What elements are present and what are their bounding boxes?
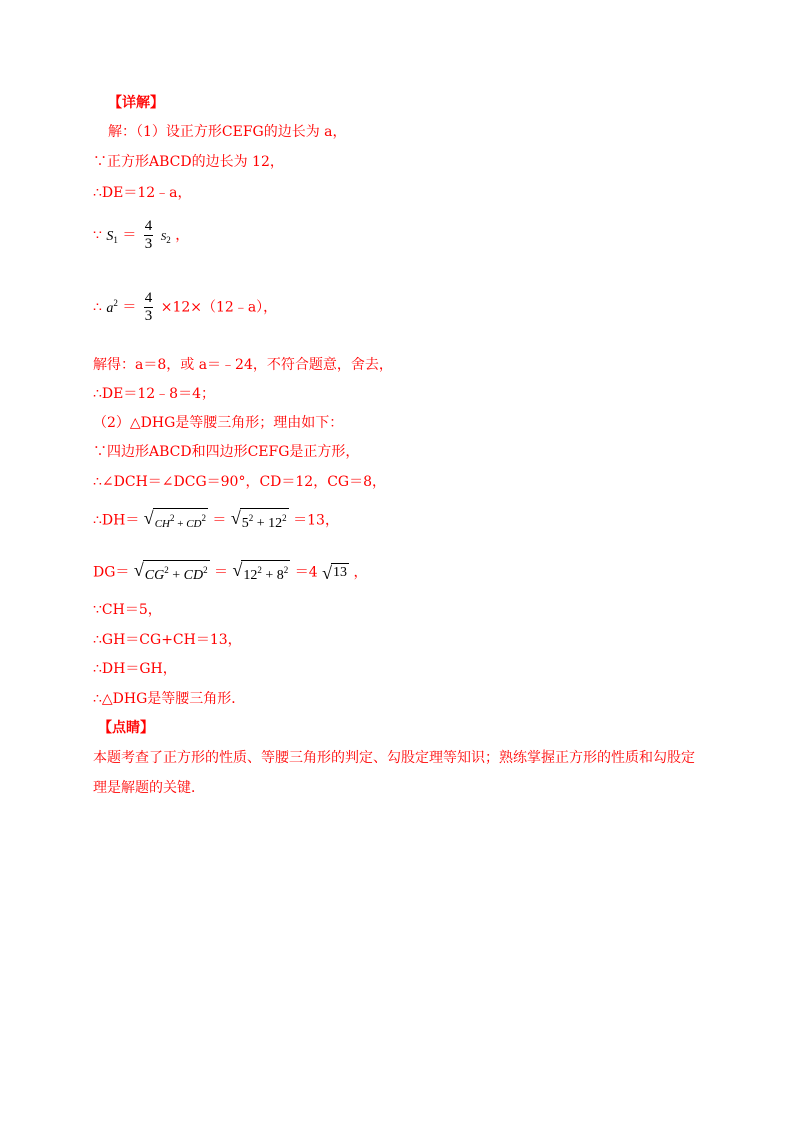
area-equation-line [93, 290, 277, 325]
dh-label: ∴DH＝ [93, 512, 140, 529]
solution-result: 解得：a＝8，或 a＝﹣24，不符合题意，舍去， [93, 357, 393, 373]
comment-line-1: 本题考查了正方形的性质、等腰三角形的判定、勾股定理等知识；熟练掌握正方形的性质和勾股定 [93, 750, 695, 766]
area-relation-line [93, 218, 189, 253]
comma: ， [175, 227, 190, 244]
conclusion: ∴△DHG是等腰三角形． [93, 691, 246, 707]
sqrt-five-twelve: √ $5^2 + 12^2$ [230, 508, 287, 531]
sqrt-cg-cd: √ $CG^2 + CD^2$ [133, 560, 208, 583]
ch-value: ∵CH＝5， [93, 602, 162, 618]
gh-value: ∴GH＝CG+CH＝13， [93, 632, 242, 648]
sqrt-ch-cd: √ $CH^2 + CD^2$ [144, 508, 208, 533]
comment-line-2: 理是解题的关键． [93, 780, 205, 796]
sqrt-twelve-eight: √ $12^2 + 8^2$ [232, 560, 289, 583]
solution-step-1: 解：（1）设正方形CEFG的边长为 a， [108, 124, 347, 140]
equation-rest: ×12×（12﹣a）， [160, 299, 278, 316]
equals-sign: ＝ [122, 227, 137, 244]
dh-equals-gh: ∴DH＝GH， [93, 661, 177, 677]
angles-and-lengths: ∴∠DCH＝∠DCG＝90°，CD＝12，CG＝8， [93, 474, 387, 490]
fraction-four-thirds: $\frac{4}{3}$ [144, 290, 153, 324]
equals-sign: ＝ [214, 564, 229, 581]
dh-calculation [93, 508, 339, 533]
part-two-heading: （2）△DHG是等腰三角形；理由如下： [93, 415, 344, 431]
solution-step-2: ∵正方形ABCD的边长为 12， [93, 154, 284, 170]
squares-premise: ∵四边形ABCD和四边形CEFG是正方形， [93, 444, 360, 460]
s2-term: $S_2$ [160, 230, 171, 245]
comma: ， [353, 564, 368, 581]
a-squared-term: $a^2$ [106, 297, 118, 316]
dg-label: DG＝ [93, 564, 130, 581]
dg-coefficient: ＝4 [294, 564, 318, 581]
equals-sign: ＝ [122, 299, 137, 316]
equals-sign: ＝ [212, 512, 227, 529]
solution-step-3: ∴DE＝12﹣a， [93, 185, 192, 201]
de-value: ∴DE＝12﹣8＝4； [93, 386, 215, 402]
s1-term: $S_1$ [106, 228, 118, 245]
dh-result: ＝13， [293, 512, 339, 529]
therefore-symbol: ∴ [93, 299, 102, 316]
because-symbol: ∵ [93, 227, 102, 244]
sqrt-thirteen: √ 13 [322, 562, 347, 583]
fraction-four-thirds: $\frac{4}{3}$ [144, 218, 153, 252]
section-heading-comment: 【点睛】 [98, 720, 154, 736]
dg-calculation [93, 560, 367, 585]
section-heading-detail: 【详解】 [108, 95, 164, 111]
